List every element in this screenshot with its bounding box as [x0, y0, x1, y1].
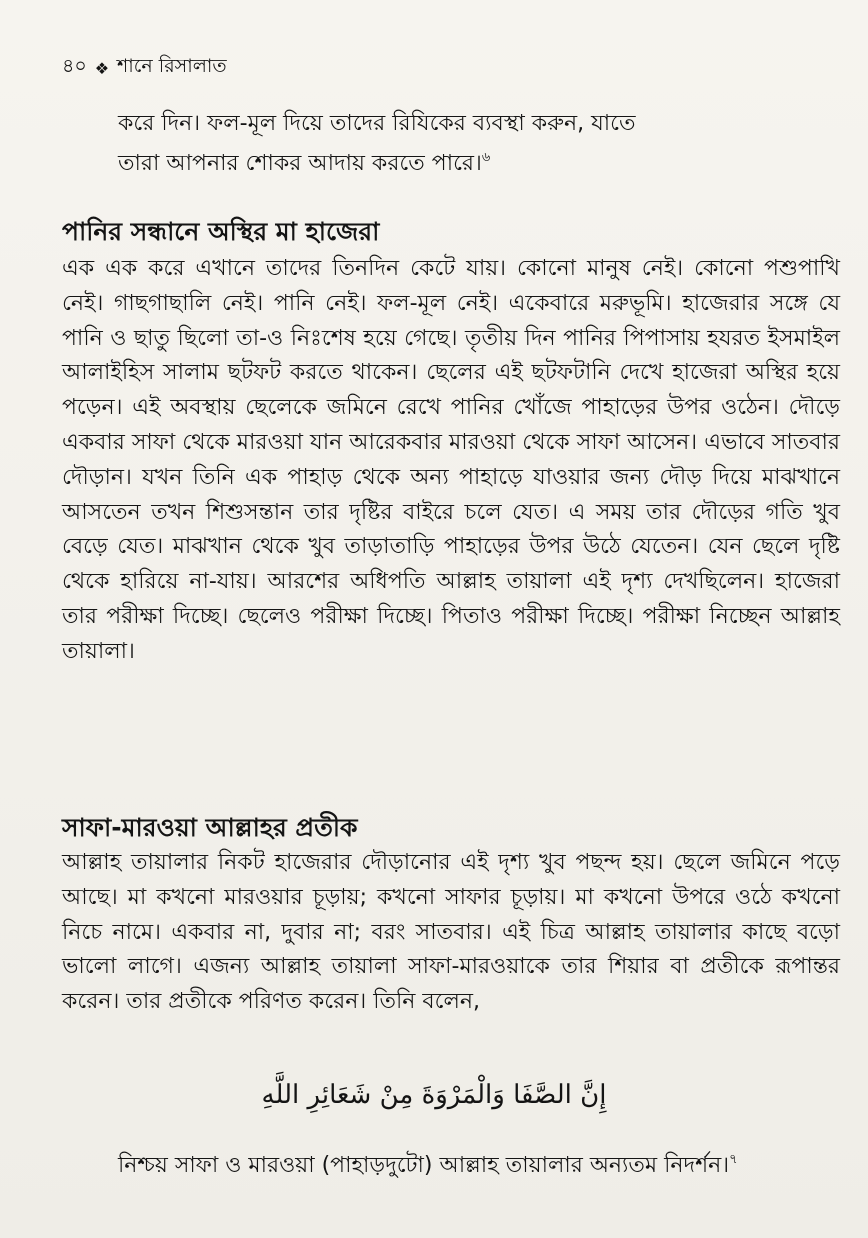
footnote-marker: ৭ [729, 1152, 738, 1167]
section-heading-1: পানির সন্ধানে অস্থির মা হাজেরা [62, 217, 380, 246]
verse-translation [118, 1148, 818, 1184]
top-quote-line-2 [118, 144, 808, 184]
section-paragraph-2: আল্লাহ তায়ালার নিকট হাজেরার দৌড়ানোর এই দৃশ্য খুব পছন্দ হয়। ছেলে জমিনে পড়ে আছে। মা কখনো মারওয়ার চূড়ায়; কখনো সাফার চূড়ায়। মা কখনো উপরে ওঠে কখনো নিচে নামে। একবার না, দুবার না; বরং সাতবার। এই চিত্র আল্লাহ তায়ালার কাছে বড়ো ভালো লাগে। এজন্য আল্লাহ তায়ালা সাফা-মারওয়াকে তার শিয়ার বা প্রতীকে রূপান্তর করেন। তার প্রতীকে পরিণত করেন। তিনি বলেন, [62, 850, 840, 1015]
ornament-icon: ❖ [94, 58, 110, 78]
book-title: শানে রিসালাত [117, 55, 227, 77]
top-quote-line-1: করে দিন। ফল-মূল দিয়ে তাদের রিযিকের ব্যবস্থা করুন, যাতে [118, 111, 636, 136]
top-quote-line-2-text: তারা আপনার শোকর আদায় করতে পারে। [118, 151, 482, 176]
quran-verse-arabic: إِنَّ الصَّفَا وَالْمَرْوَةَ مِنْ شَعَائِرِ اللَّهِ [261, 1080, 607, 1110]
section-heading-2: সাফা-মারওয়া আল্লাহর প্রতীক [62, 813, 358, 842]
verse-translation-text: নিশ্চয় সাফা ও মারওয়া (পাহাড়দুটো) আল্লাহ তায়ালার অন্যতম নিদর্শন। [118, 1153, 730, 1178]
section-paragraph-1: এক এক করে এখানে তাদের তিনদিন কেটে যায়। কোনো মানুষ নেই। কোনো পশুপাখি নেই। গাছগাছালি নেই। পানি নেই। ফল-মূল নেই। একেবারে মরুভূমি। হাজেরার সঙ্গে যে পানি ও ছাতু ছিলো তা-ও নিঃশেষ হয়ে গেছে। তৃতীয় দিন পানির পিপাসায় হযরত ইসমাইল আলাইহিস সালাম ছটফট করতে থাকেন। ছেলের এই ছটফটানি দেখে হাজেরা অস্থির হয়ে পড়েন। এই অবস্থায় ছেলেকে জমিনে রেখে পানির খোঁজে পাহাড়ের উপর ওঠেন। দৌড়ে একবার সাফা থেকে মারওয়া যান আরেকবার মারওয়া থেকে সাফা আসেন। এভাবে সাতবার দৌড়ান। যখন তিনি এক পাহাড় থেকে অন্য পাহাড়ে যাওয়ার জন্য দৌড় দিয়ে মাঝখানে আসতেন তখন শিশুসন্তান তার দৃষ্টির বাইরে চলে যেত। এ সময় তার দৌড়ের গতি খুব বেড়ে যেত। মাঝখান থেকে খুব তাড়াতাড়ি পাহাড়ের উপর উঠে যেতেন। যেন ছেলে দৃষ্টি থেকে হারিয়ে না-যায়। আরশের অধিপতি আল্লাহ তায়ালা এই দৃশ্য দেখছিলেন। হাজেরা তার পরীক্ষা দিচ্ছে। ছেলেও পরীক্ষা দিচ্ছে। পিতাও পরীক্ষা দিচ্ছে। পরীক্ষা নিচ্ছেন আল্লাহ তায়ালা। [62, 256, 840, 664]
top-quote [118, 104, 808, 184]
running-header [62, 52, 227, 84]
footnote-marker: ৬ [481, 150, 491, 165]
page-number: ৪০ [62, 55, 87, 77]
